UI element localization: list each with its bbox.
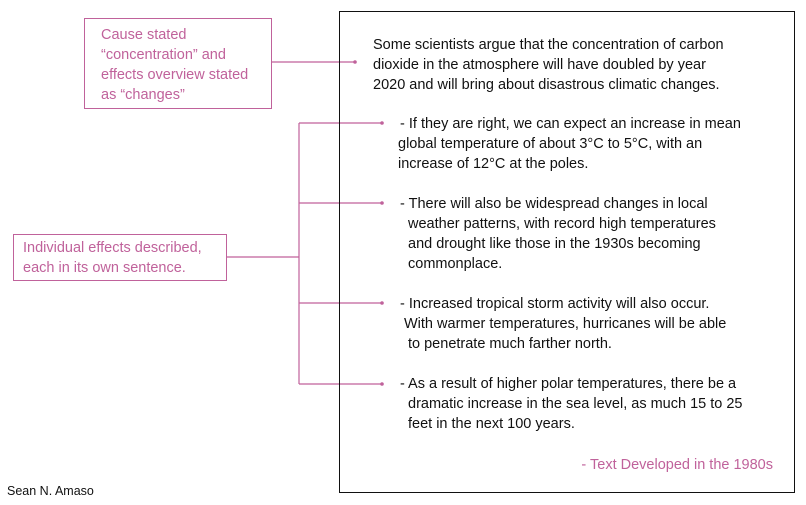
effects-annotation-line: each in its own sentence. (23, 260, 186, 276)
effect-paragraph-3 (400, 294, 786, 354)
cause-annotation-line: effects overview stated (101, 67, 249, 83)
effect-line: and drought like those in the 1930s becoming (408, 236, 701, 252)
effect-line: - If they are right, we can expect an increase in mean (400, 116, 741, 132)
author-credit: Sean N. Amaso (7, 484, 94, 498)
effect-line: to penetrate much farther north. (408, 336, 612, 352)
effects-annotation-box (13, 234, 227, 281)
effect-line: - As a result of higher polar temperatures, there be a (400, 376, 737, 392)
effect-line: global temperature of about 3°C to 5°C, with an (398, 136, 703, 152)
cause-annotation-line: as “changes” (101, 87, 185, 103)
effect-paragraph-4 (400, 374, 786, 434)
cause-annotation-line: “concentration” and (101, 47, 226, 63)
essay-text-panel (339, 11, 795, 493)
intro-line: 2020 and will bring about disastrous climatic changes. (373, 77, 720, 93)
effect-line: - Increased tropical storm activity will also occur. (400, 296, 710, 312)
effect-line: commonplace. (408, 256, 503, 272)
intro-paragraph (373, 35, 783, 95)
intro-line: dioxide in the atmosphere will have doubled by year (373, 57, 706, 73)
effects-annotation-line: Individual effects described, (23, 240, 202, 256)
cause-annotation-box (84, 18, 272, 109)
effect-paragraph-2 (400, 194, 786, 274)
effect-paragraph-1 (400, 114, 786, 174)
effect-line: increase of 12°C at the poles. (398, 156, 589, 172)
source-note: - Text Developed in the 1980s (581, 457, 773, 473)
cause-annotation-line: Cause stated (101, 27, 187, 43)
effect-line: feet in the next 100 years. (408, 416, 575, 432)
effect-line: dramatic increase in the sea level, as much 15 to 25 (408, 396, 743, 412)
effect-line: With warmer temperatures, hurricanes will be able (404, 316, 727, 332)
effect-line: - There will also be widespread changes in local (400, 196, 708, 212)
effect-line: weather patterns, with record high temperatures (408, 216, 716, 232)
intro-line: Some scientists argue that the concentration of carbon (373, 37, 724, 53)
